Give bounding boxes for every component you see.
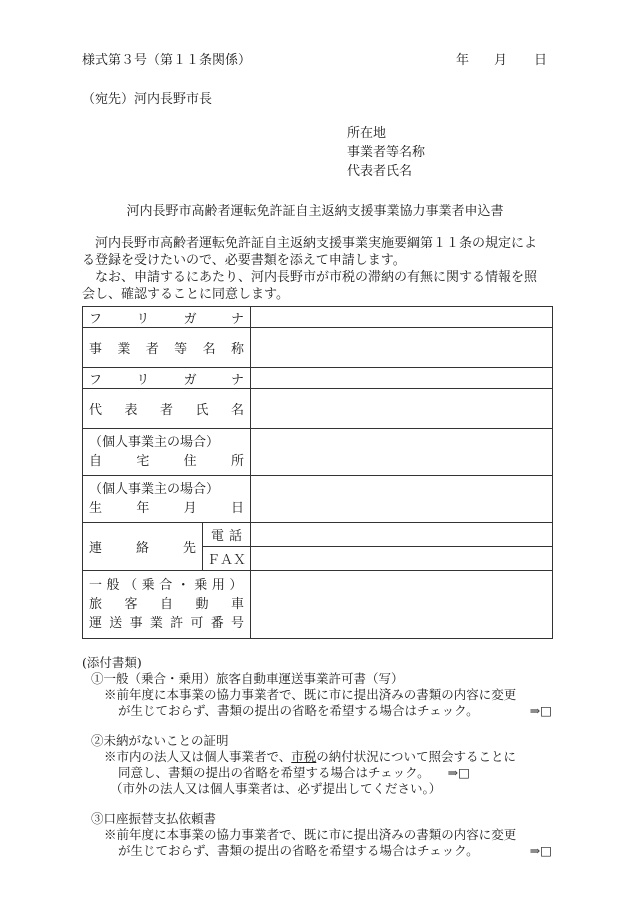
day-label: 日 bbox=[534, 53, 548, 68]
applicant-block bbox=[347, 124, 425, 181]
license-line3-char: 運 bbox=[89, 616, 103, 631]
license-line2-char: 車 bbox=[230, 597, 244, 612]
license-line3-char: 許 bbox=[170, 616, 184, 631]
year-label: 年 bbox=[456, 53, 470, 68]
home-address-char: 宅 bbox=[136, 454, 150, 469]
home-address-char: 住 bbox=[183, 454, 197, 469]
representative-char: 氏 bbox=[195, 403, 209, 418]
body-paragraph-2: なお、申請するにあたり、河内長野市が市税の滞納の有無に関する情報を照会し、確認することに同意します。 bbox=[82, 270, 538, 302]
business-name-char: 業 bbox=[117, 342, 131, 357]
month-label: 月 bbox=[494, 53, 508, 68]
attachment-item-2-note-underlined: 市税 bbox=[291, 749, 317, 764]
label-home-address bbox=[83, 429, 251, 476]
fax-char: Ｆ bbox=[207, 553, 221, 568]
license-line3-char: 号 bbox=[230, 616, 244, 631]
document-title: 河内長野市高齢者運転免許証自主返納支援事業協力事業者申込書 bbox=[126, 204, 504, 219]
input-home-address[interactable] bbox=[251, 429, 553, 476]
business-name-char: 者 bbox=[145, 342, 159, 357]
representative-char: 表 bbox=[124, 403, 138, 418]
birth-char: 年 bbox=[136, 501, 150, 516]
furigana1-char: ガ bbox=[183, 311, 197, 327]
row-representative bbox=[83, 389, 553, 429]
label-furigana-2 bbox=[83, 368, 251, 389]
representative-char: 者 bbox=[159, 403, 173, 418]
row-birth-date bbox=[83, 476, 553, 523]
body-paragraph-1: 河内長野市高齢者運転免許証自主返納支援事業実施要綱第１１条の規定による登録を受けたいので、必要書類を添えて申請します。 bbox=[82, 236, 538, 268]
input-birth-date[interactable] bbox=[251, 476, 553, 523]
applicant-business-name-label: 事業者等名称 bbox=[347, 145, 426, 160]
attachment-item-1-note: ※前年度に本事業の協力事業者で、既に市に提出済みの書類の内容に変更 bbox=[104, 687, 517, 702]
attachment-item-3-note-text: が生じておらず、書類の提出の省略を希望する場合はチェック。 bbox=[118, 843, 479, 858]
attachment-item-1-note-text: が生じておらず、書類の提出の省略を希望する場合はチェック。 bbox=[118, 703, 479, 718]
contact-char: 連 bbox=[89, 541, 103, 556]
attachment-item-2-note-cont bbox=[82, 765, 552, 781]
attachment-item-1-checkbox[interactable]: ⇒□ bbox=[529, 703, 552, 718]
furigana2-char: ナ bbox=[230, 372, 244, 388]
license-line3-char: 番 bbox=[210, 616, 224, 631]
input-fax[interactable] bbox=[251, 547, 553, 571]
row-furigana-representative bbox=[83, 368, 553, 389]
birth-date-note: （個人事業主の場合） bbox=[89, 482, 220, 497]
attachment-item-1-note-cont bbox=[82, 703, 552, 719]
home-address-note: （個人事業主の場合） bbox=[89, 435, 220, 450]
attachment-item-2-note-a: ※市内の法人又は個人事業者で、 bbox=[104, 749, 292, 764]
attachment-item-2-note-text: 同意し、書類の提出の省略を希望する場合はチェック。 bbox=[118, 765, 430, 780]
contact-char: 絡 bbox=[135, 541, 149, 556]
business-name-char: 称 bbox=[230, 342, 244, 357]
furigana2-char: フ bbox=[89, 372, 103, 388]
form-number: 様式第３号（第１１条関係） bbox=[82, 53, 252, 68]
label-representative bbox=[83, 389, 251, 429]
attachment-item-2: ②未納がないことの証明 bbox=[91, 733, 229, 748]
fax-char: Ａ bbox=[220, 553, 234, 568]
row-business-name bbox=[83, 328, 553, 368]
row-phone bbox=[83, 523, 553, 547]
applicant-address-label: 所在地 bbox=[347, 126, 387, 141]
birth-char: 月 bbox=[183, 501, 197, 516]
label-furigana-1 bbox=[83, 307, 251, 328]
row-license-number bbox=[83, 571, 553, 639]
input-business-name[interactable] bbox=[251, 328, 553, 368]
phone-char: 話 bbox=[228, 529, 242, 544]
label-business-name bbox=[83, 328, 251, 368]
contact-char: 先 bbox=[182, 541, 196, 556]
input-license-number[interactable] bbox=[251, 571, 553, 639]
attachments-section bbox=[82, 655, 552, 859]
attachment-item-3: ③口座振替支払依頼書 bbox=[91, 811, 217, 826]
representative-char: 名 bbox=[230, 403, 244, 418]
label-fax bbox=[203, 547, 251, 571]
input-representative[interactable] bbox=[251, 389, 553, 429]
attachments-heading: (添付書類) bbox=[82, 655, 142, 670]
license-line2-char: 客 bbox=[124, 597, 138, 612]
home-address-char: 所 bbox=[230, 454, 244, 469]
attachment-item-3-note-cont bbox=[82, 843, 552, 859]
attachment-item-2-checkbox[interactable]: ⇒□ bbox=[447, 765, 470, 780]
representative-char: 代 bbox=[89, 403, 103, 418]
business-name-char: 名 bbox=[202, 342, 216, 357]
furigana2-char: ガ bbox=[183, 372, 197, 388]
attachment-item-3-note: ※前年度に本事業の協力事業者で、既に市に提出済みの書類の内容に変更 bbox=[104, 827, 517, 842]
license-line3-char: 業 bbox=[149, 616, 163, 631]
birth-char: 生 bbox=[89, 501, 103, 516]
furigana1-char: フ bbox=[89, 311, 103, 327]
phone-char: 電 bbox=[211, 529, 225, 544]
label-birth-date bbox=[83, 476, 251, 523]
business-name-char: 等 bbox=[174, 342, 188, 357]
license-line-1: 一般（乗合・乗用） bbox=[89, 578, 247, 593]
application-form-table bbox=[82, 306, 553, 639]
home-address-char: 自 bbox=[89, 454, 103, 469]
license-line3-char: 可 bbox=[190, 616, 204, 631]
license-line2-char: 自 bbox=[159, 597, 173, 612]
addressee: （宛先）河内長野市長 bbox=[82, 92, 213, 107]
attachment-item-2-note bbox=[82, 749, 552, 765]
license-line3-char: 送 bbox=[109, 616, 123, 631]
furigana2-char: リ bbox=[136, 372, 150, 388]
license-line3-char: 事 bbox=[129, 616, 143, 631]
input-furigana-business[interactable] bbox=[251, 307, 553, 328]
business-name-char: 事 bbox=[89, 342, 103, 357]
license-line2-char: 動 bbox=[195, 597, 209, 612]
label-phone bbox=[203, 523, 251, 547]
input-furigana-representative[interactable] bbox=[251, 368, 553, 389]
attachment-item-1: ①一般（乗合・乗用）旅客自動車運送事業許可書（写） bbox=[91, 671, 404, 686]
applicant-representative-label: 代表者氏名 bbox=[347, 164, 413, 179]
label-license-number bbox=[83, 571, 251, 639]
input-phone[interactable] bbox=[251, 523, 553, 547]
row-furigana-business bbox=[83, 307, 553, 328]
body-text bbox=[82, 235, 549, 303]
attachment-item-2-note-outside: （市外の法人又は個人事業者は、必ず提出してください。） bbox=[110, 781, 442, 796]
furigana1-char: ナ bbox=[230, 311, 244, 327]
license-line2-char: 旅 bbox=[89, 597, 103, 612]
furigana1-char: リ bbox=[136, 311, 150, 327]
birth-char: 日 bbox=[230, 501, 244, 516]
attachment-item-2-note-b: の納付状況について照会することに bbox=[316, 749, 517, 764]
fax-char: Ｘ bbox=[233, 553, 247, 568]
attachment-item-3-checkbox[interactable]: ⇒□ bbox=[529, 843, 552, 858]
row-home-address bbox=[83, 429, 553, 476]
label-contact bbox=[83, 523, 203, 571]
